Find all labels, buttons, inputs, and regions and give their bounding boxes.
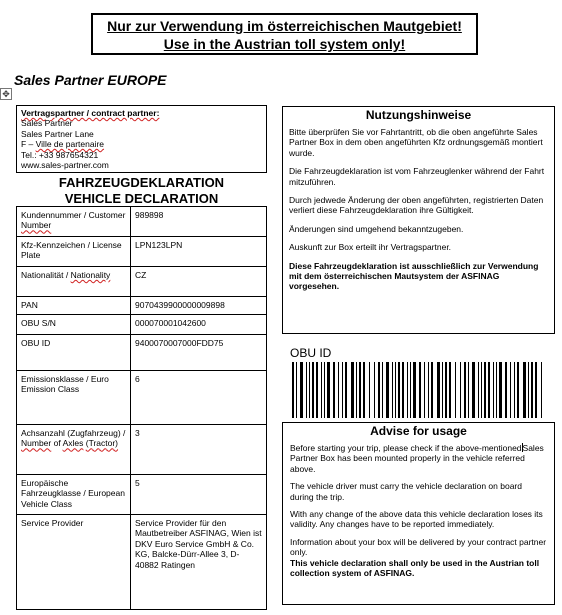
barcode-bar <box>356 362 357 418</box>
advice-note-part: Sales Partner Box has been mounted properly in the vehicle referred above. <box>290 443 544 474</box>
table-row <box>17 515 267 610</box>
contract-partner-box <box>16 105 267 173</box>
barcode-bar <box>327 362 330 418</box>
barcode-bar <box>464 362 466 418</box>
usage-notes-box <box>282 106 555 334</box>
table-row <box>17 315 267 335</box>
banner-line-en: Use in the Austrian toll system only! <box>163 36 406 52</box>
barcode-bar <box>395 362 396 418</box>
usage-note: Die Fahrzeugdeklaration ist vom Fahrzeuglenker während der Fahrt mitzuführen. <box>289 166 545 187</box>
barcode-bar <box>510 362 511 418</box>
barcode-bar <box>496 362 497 418</box>
advice-title: Advise for usage <box>370 424 467 438</box>
barcode-bar <box>312 362 314 418</box>
barcode-bar <box>359 362 361 418</box>
barcode-bar <box>382 362 383 418</box>
barcode-bar <box>488 362 490 418</box>
row-value: 9400070007000FDD75 <box>131 335 267 371</box>
row-value: CZ <box>131 267 267 297</box>
usage-note: Änderungen sind umgehend bekanntzugeben. <box>289 223 464 234</box>
obu-barcode-image <box>292 362 544 418</box>
barcode-bar <box>535 362 537 418</box>
barcode-bar <box>407 362 408 418</box>
advice-note: With any change of the above data this vehicle declaration loses its validity. Any changes have to be reported immediately. <box>290 509 543 530</box>
barcode-bar <box>345 362 347 418</box>
barcode-bar <box>351 362 354 418</box>
row-label: Kfz-Kennzeichen / License Plate <box>17 237 131 267</box>
barcode-bar <box>472 362 475 418</box>
barcode-bar <box>292 362 294 418</box>
barcode-bar <box>478 362 479 418</box>
barcode-bar <box>369 362 370 418</box>
obu-barcode-label: OBU ID <box>290 346 332 360</box>
barcode-bar <box>442 362 443 418</box>
row-label: Service Provider <box>17 515 131 610</box>
barcode-bar <box>402 362 404 418</box>
partner-city: F – Ville de partenaire <box>21 139 105 150</box>
partner-street: Sales Partner Lane <box>21 128 94 139</box>
barcode-bar <box>428 362 429 418</box>
barcode-bar <box>321 362 322 418</box>
austrian-toll-banner <box>91 13 478 55</box>
row-label: OBU ID <box>17 335 131 371</box>
table-row <box>17 267 267 297</box>
row-value: Service Provider für den Mautbetreiber ASFINAG, Wien ist DKV Euro Service GmbH & Co. KG, Balcke-Dürr-Allee 3, D-40882 Ratingen <box>131 515 267 610</box>
barcode-bar <box>437 362 440 418</box>
table-row <box>17 237 267 267</box>
barcode-bar <box>378 362 380 418</box>
barcode-bar <box>306 362 307 418</box>
barcode-bar <box>460 362 461 418</box>
advice-note: Information about your box will be delivered by your contract partner only. <box>290 536 547 558</box>
barcode-bar <box>499 362 502 418</box>
barcode-bar <box>309 362 310 418</box>
barcode-bar <box>296 362 297 418</box>
barcode-bar <box>531 362 533 418</box>
advice-note: The vehicle driver must carry the vehicle declaration on board during the trip. <box>290 481 522 502</box>
banner-line-de: Nur zur Verwendung im österreichischen Mautgebiet! <box>107 18 462 34</box>
contract-partner-heading: Vertragspartner / contract partner: <box>21 108 160 118</box>
barcode-bar <box>528 362 529 418</box>
row-label: Kundennummer / Customer Number <box>17 207 131 237</box>
usage-note: Bitte überprüfen Sie vor Fahrtantritt, ob die oben angeführte Sales Partner Box in dem oben angeführten Kfz ordnungsgemäß montiert wurde. <box>289 127 543 158</box>
barcode-bar <box>363 362 365 418</box>
advice-note-part: Before starting your trip, please check if the above-mentioned <box>290 443 522 453</box>
row-value: LPN123LPN <box>131 237 267 267</box>
barcode-bar <box>374 362 375 418</box>
barcode-bar <box>413 362 416 418</box>
partner-phone: Tel.: +33 987654321 <box>21 149 99 160</box>
declaration-title <box>16 175 267 207</box>
row-label: Europäische Fahrzeugklasse / European Vehicle Class <box>17 475 131 515</box>
advice-note-bold: This vehicle declaration shall only be used in the Austrian toll collection system of ASFINAG. <box>290 557 540 579</box>
row-value: 5 <box>131 475 267 515</box>
barcode-bar <box>468 362 469 418</box>
table-row <box>17 335 267 371</box>
barcode-bar <box>324 362 325 418</box>
row-label: Achsanzahl (Zugfahrzeug) / Number of Axles (Tractor) <box>17 425 131 475</box>
row-value: 000070001042600 <box>131 315 267 335</box>
usage-note: Durch jedwede Änderung der oben angeführten, registrierten Daten verliert diese Fahrzeugdeklaration ihre Gültigkeit. <box>289 195 544 216</box>
barcode-bar <box>449 362 451 418</box>
advice-box <box>282 422 555 605</box>
barcode-bar <box>300 362 303 418</box>
vehicle-declaration-table <box>16 206 267 610</box>
barcode-bar <box>523 362 526 418</box>
partner-web: www.sales-partner.com <box>21 160 109 171</box>
barcode-bar <box>505 362 507 418</box>
barcode-bar <box>541 362 542 418</box>
barcode-bar <box>445 362 447 418</box>
table-row <box>17 425 267 475</box>
barcode-bar <box>455 362 456 418</box>
barcode-bar <box>517 362 519 418</box>
barcode-bar <box>419 362 421 418</box>
table-row <box>17 371 267 425</box>
usage-note: Auskunft zur Box erteilt ihr Vertragspartner. <box>289 242 452 253</box>
barcode-bar <box>481 362 482 418</box>
barcode-bar <box>386 362 389 418</box>
barcode-bar <box>398 362 400 418</box>
row-value: 9070439900000009898 <box>131 297 267 315</box>
sales-partner-heading: Sales Partner EUROPE <box>14 72 167 88</box>
barcode-bar <box>392 362 393 418</box>
table-row <box>17 475 267 515</box>
row-label: OBU S/N <box>17 315 131 335</box>
row-label: Nationalität / Nationality <box>17 267 131 297</box>
barcode-bar <box>338 362 339 418</box>
barcode-bar <box>316 362 318 418</box>
table-move-handle-icon[interactable]: ✥ <box>0 88 12 100</box>
usage-notes-title: Nutzungshinweise <box>365 108 472 122</box>
partner-name: Sales Partner <box>21 118 73 129</box>
barcode-bar <box>493 362 494 418</box>
table-row <box>17 297 267 315</box>
row-label: PAN <box>17 297 131 315</box>
barcode-bar <box>342 362 343 418</box>
row-value: 6 <box>131 371 267 425</box>
row-value: 3 <box>131 425 267 475</box>
declaration-title-de: FAHRZEUGDEKLARATION <box>58 175 225 190</box>
advice-note <box>290 443 547 474</box>
table-row <box>17 207 267 237</box>
barcode-bar <box>484 362 486 418</box>
barcode-bar <box>431 362 433 418</box>
row-value: 989898 <box>131 207 267 237</box>
barcode-bar <box>424 362 425 418</box>
barcode-bar <box>514 362 515 418</box>
row-label: Emissionsklasse / Euro Emission Class <box>17 371 131 425</box>
declaration-title-en: VEHICLE DECLARATION <box>64 191 219 206</box>
usage-note-bold: Diese Fahrzeugdeklaration ist ausschließlich zur Verwendung mit dem österreichischen Mautsystem der ASFINAG vorgesehen. <box>289 260 539 292</box>
barcode-bar <box>410 362 411 418</box>
barcode-bar <box>333 362 335 418</box>
